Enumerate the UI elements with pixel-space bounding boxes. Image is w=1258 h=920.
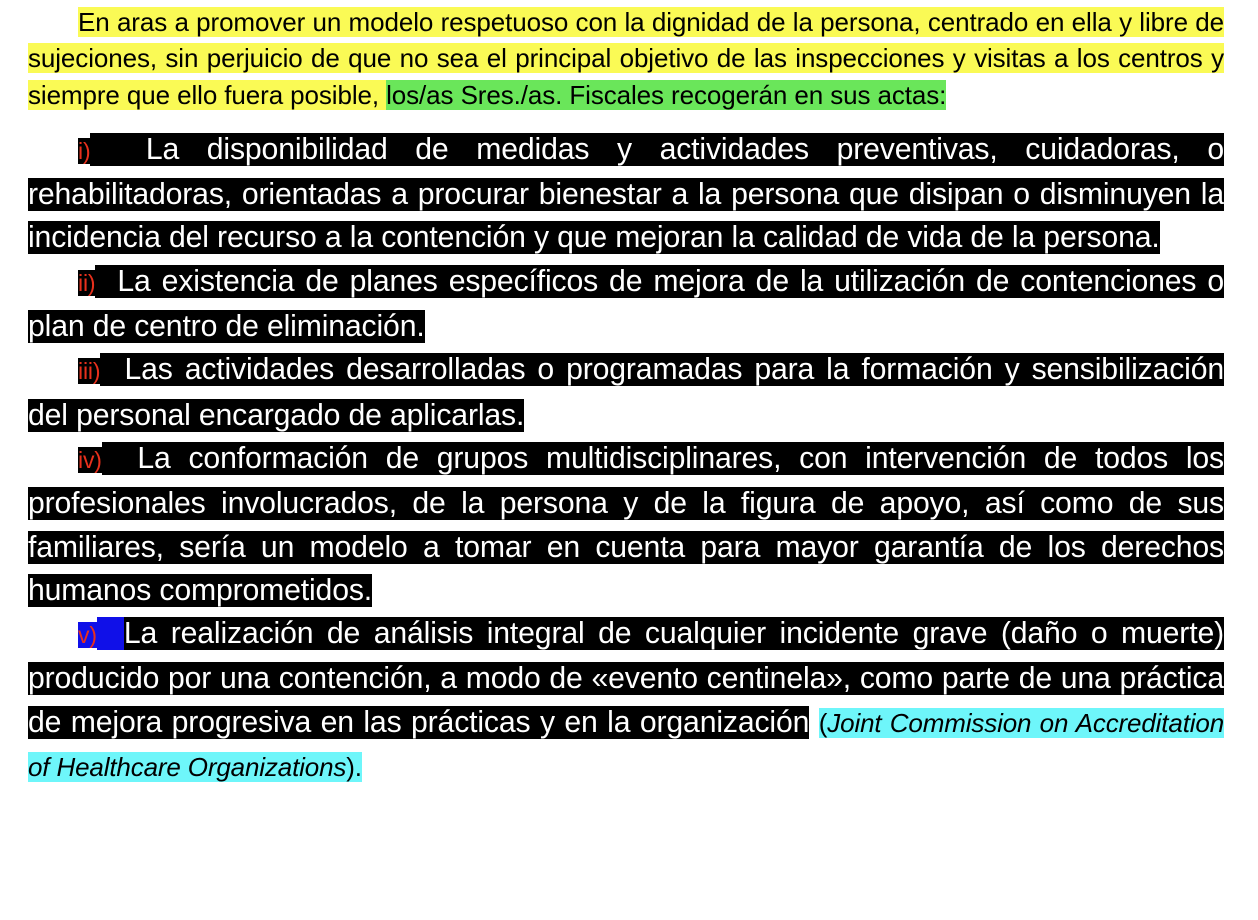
list-item-v xyxy=(28,612,1224,789)
list-item-iii xyxy=(28,348,1224,437)
item-number: iv) xyxy=(78,446,102,473)
citation-source: Joint Commission on Accreditation of Healthcare Organizations xyxy=(28,707,1225,783)
item-text: La conformación de grupos multidisciplinares, con intervención de todos los profesionales involucrados, de la persona y de la figura de apoyo, así como de sus familiares, sería un modelo a tomar en cuenta para mayor garantía de los derechos humanos comprometidos. xyxy=(28,441,1224,607)
list-item-iv xyxy=(28,437,1224,612)
citation-open: ( xyxy=(818,707,828,738)
item-text: La existencia de planes específicos de mejora de la utilización de contenciones o plan de centro de eliminación. xyxy=(28,264,1224,344)
item-text: Las actividades desarrolladas o programadas para la formación y sensibilización del personal encargado de aplicarlas. xyxy=(28,353,1224,432)
item-number: iii) xyxy=(78,358,101,385)
intro-paragraph xyxy=(28,4,1224,113)
item-number: v) xyxy=(78,622,97,649)
list-item-i xyxy=(28,128,1224,260)
document-page xyxy=(28,4,1224,789)
items-list xyxy=(28,128,1224,789)
intro-yellow-highlight: En aras a promover un modelo respetuoso con la dignidad de la persona, centrado en ella y libre de sujeciones, sin perjuicio de que no sea el principal objetivo de las inspecciones y visitas a los centros y siempre que ello fuera posible, xyxy=(28,7,1224,110)
list-item-ii xyxy=(28,260,1224,349)
item-text: La realización de análisis integral de cualquier incidente grave (daño o muerte) producido por una contención, a modo de «evento centinela», como parte de una práctica de mejora progresiva en las prácticas y en la organización xyxy=(28,617,1224,739)
item-number: i) xyxy=(78,137,91,164)
item-text: La disponibilidad de medidas y actividades preventivas, cuidadoras, o rehabilitadoras, orientadas a procurar bienestar a la persona que disipan o disminuyen la incidencia del recurso a la contención y que mejoran la calidad de vida de la persona. xyxy=(28,132,1224,255)
citation-close: ). xyxy=(346,752,362,783)
item-number: ii) xyxy=(78,269,96,296)
intro-green-highlight: los/as Sres./as. Fiscales recogerán en sus actas: xyxy=(386,79,947,110)
